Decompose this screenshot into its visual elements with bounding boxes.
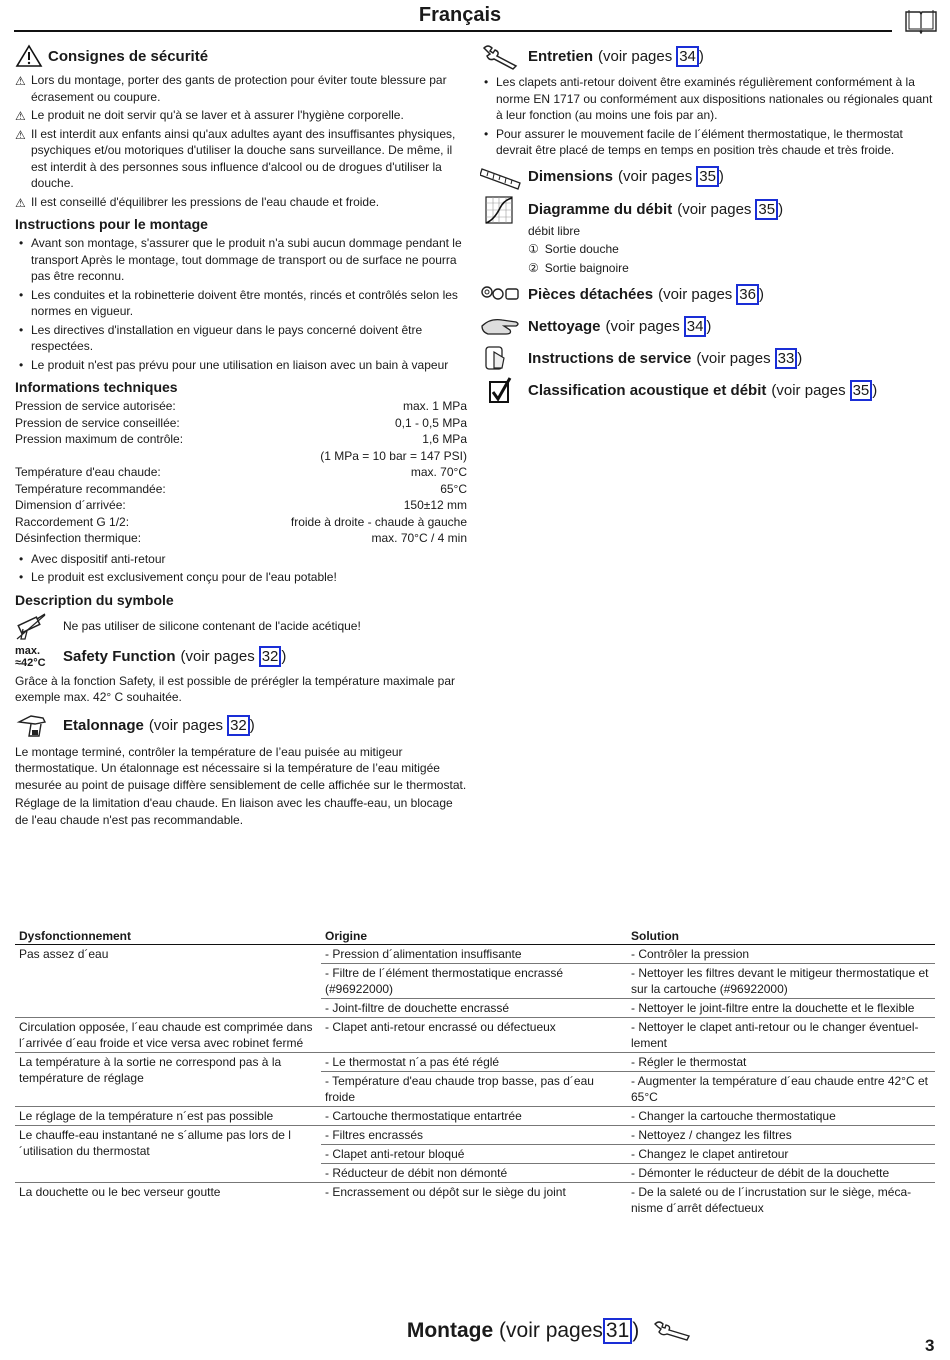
list-item: • Pour assurer le mouvement facile de l´élément thermostatique, le thermostat devrait être placé de temps en temps en position très chaude et très froide. <box>480 126 935 159</box>
tech-row: Pression de service conseillée: 0,1 - 0,5 MPa <box>15 415 467 430</box>
tech-row: Température d'eau chaude: max. 70°C <box>15 465 467 479</box>
page-ref-link[interactable]: 31 <box>603 1318 632 1344</box>
page-ref-link[interactable]: 36 <box>736 284 759 305</box>
symbol-text: Ne pas utiliser de silicone contenant de l'acide acétique! <box>63 618 361 633</box>
page-ref-link[interactable]: 32 <box>259 646 282 667</box>
safety-function-heading: max. ≈42°C Safety Function (voir pages 32 ) <box>15 644 287 669</box>
tech-row: Désinfection thermique: max. 70°C / 4 min <box>15 531 467 545</box>
etalonnage-text: Réglage de la limitation d'eau chaude. En liaison avec les chauffe-eau, un blocage de l'eau chaude n'est pas recommandable. <box>15 796 453 827</box>
safety-title: Consignes de sécurité <box>48 47 209 65</box>
page-ref-link[interactable]: 32 <box>227 715 250 736</box>
ruler-icon <box>480 163 522 191</box>
acoustique-heading: Classification acoustique et débit (voir pages 35 ) <box>480 376 935 404</box>
silicone-gun-icon <box>15 611 55 641</box>
table-row: - Réducteur de débit non démonté - Démonter le réducteur de débit de la douchette <box>15 1164 935 1183</box>
table-row: La douchette ou le bec verseur goutte - Encrassement ou dépôt sur le siège du joint - De la saleté ou de l´incrustation sur le siège, méca-nisme d´arrêt défectueux <box>15 1183 935 1218</box>
tech-bullets <box>15 551 467 586</box>
safety-item: ⚠ Lors du montage, porter des gants de protection pour éviter toute blessure par écrasement ou coupure. <box>15 73 447 104</box>
table-row: - Température d'eau chaude trop basse, pas d´eau froide - Augmenter la température d´eau chaude entre 42°C et 65°C <box>15 1072 935 1107</box>
col-header: Solution <box>627 928 935 945</box>
table-row: Pas assez d´eau - Pression d´alimentation insuffisante - Contrôler la pression <box>19 947 750 961</box>
tech-row: (1 MPa = 10 bar = 147 PSI) <box>320 448 467 463</box>
service-hand-icon <box>480 344 522 372</box>
right-column <box>480 38 935 408</box>
warning-small-icon: ⚠ <box>15 195 26 210</box>
table-row: Le chauffe-eau instantané ne s´allume pas lors de l´utilisation du thermostat - Filtres encrassés - Nettoyez / changez les filtres <box>15 1126 935 1145</box>
list-item: • Avec dispositif anti-retour <box>15 551 467 568</box>
warning-small-icon: ⚠ <box>15 74 26 88</box>
list-item: • Avant son montage, s'assurer que le produit n'a subi aucun dommage pendant le transport Après le montage, tout dommage de transport ou de surface ne pourra pas être reconnu. <box>15 235 467 285</box>
etalonnage-heading: Etalonnage (voir pages 32 ) <box>15 712 467 740</box>
calibration-hand-icon <box>15 712 57 740</box>
table-row: - Filtre de l´élément thermostatique encrassé (#96922000) - Nettoyer les filtres devant le mitigeur thermostatique et sur la cartouche (#96922000) <box>15 964 935 999</box>
max-temp-icon: max. ≈42°C <box>15 644 46 669</box>
tech-row: Pression de service autorisée: max. 1 MPa <box>15 399 467 413</box>
table-row: Le réglage de la température n´est pas possible - Cartouche thermostatique entartrée - Changer la cartouche thermostatique <box>15 1107 935 1126</box>
checkbox-icon <box>480 376 522 404</box>
col-header: Dysfonctionnement <box>15 928 321 945</box>
safety-item: ⚠ Il est conseillé d'équilibrer les pressions de l'eau chaude et froide. <box>15 194 380 210</box>
troubleshooting-table <box>15 928 935 1217</box>
left-column <box>15 44 467 830</box>
symbol-heading: Description du symbole <box>15 591 174 608</box>
tech-heading: Informations techniques <box>15 379 178 395</box>
wrench-icon <box>480 42 522 70</box>
list-item: ② Sortie baignoire <box>528 260 629 275</box>
list-item: • Les conduites et la robinetterie doivent être montés, rincés et contrôlés selon les normes en vigueur. <box>15 287 467 320</box>
page-ref-link[interactable]: 35 <box>696 166 719 187</box>
safety-function-text: Grâce à la fonction Safety, il est possible de prérégler la température maximale par exemple max. 42° C souhaitée. <box>15 673 455 704</box>
diagramme-sub: débit libre <box>528 223 581 238</box>
montage-heading: Instructions pour le montage <box>15 216 208 232</box>
list-item: • Le produit est exclusivement conçu pour de l'eau potable! <box>15 569 467 586</box>
safety-item: ⚠ Il est interdit aux enfants ainsi qu'aux adultes ayant des insuffisantes physiques, psychiques et/ou motoriques d'utiliser la douche sans surveillance. De même, il est interdit à des personnes sous influence d'alcool ou de drogues d'utiliser la douche. <box>15 126 456 190</box>
wrench-icon <box>653 1320 693 1342</box>
entretien-heading: Entretien (voir pages 34 ) <box>480 42 935 70</box>
table-row: - Clapet anti-retour bloqué - Changez le clapet antiretour <box>15 1145 935 1164</box>
tech-row: Dimension d´arrivée: 150±12 mm <box>15 498 467 512</box>
diagramme-details <box>480 223 935 277</box>
warning-small-icon: ⚠ <box>15 109 26 123</box>
list-item: • Le produit n'est pas prévu pour une utilisation en liaison avec un bain à vapeur <box>15 357 467 374</box>
etalonnage-text: Le montage terminé, contrôler la température de l’eau puisée au mitigeur thermostatique. Un étalonnage est nécessaire si la température de l’eau mitigée mesurée au point de puisage diffère sensiblement de celle affichée sur le thermostat. <box>15 744 467 792</box>
warning-icon <box>15 44 43 68</box>
header-rule <box>14 30 892 32</box>
montage-list <box>15 235 467 373</box>
table-row: La température à la sortie ne correspond pas à la température de réglage - Le thermostat n´a pas été réglé - Régler le thermostat <box>15 1053 935 1072</box>
nettoyage-heading: Nettoyage (voir pages 34 ) <box>480 312 935 340</box>
entretien-list <box>480 74 935 159</box>
col-header: Origine <box>321 928 627 945</box>
tech-row: Raccordement G 1/2: froide à droite - chaude à gauche <box>15 514 467 529</box>
table-header-row <box>15 928 935 945</box>
table-row: - Joint-filtre de douchette encrassé - Nettoyer le joint-filtre entre la douchette et le flexible <box>15 999 935 1018</box>
tech-row: Température recommandée: 65°C <box>15 481 467 496</box>
spare-parts-icon <box>480 280 522 308</box>
page-title: Français <box>418 4 502 26</box>
list-item: ① Sortie douche <box>528 242 619 256</box>
list-item: • Les directives d'installation en vigueur dans le pays concerné doivent être respectées. <box>15 322 467 355</box>
service-heading: Instructions de service (voir pages 33 ) <box>480 344 935 372</box>
symbol-row <box>15 611 467 641</box>
page-ref-link[interactable]: 35 <box>755 199 778 220</box>
page-ref-link[interactable]: 35 <box>850 380 873 401</box>
dimensions-heading: Dimensions (voir pages 35 ) <box>480 163 935 191</box>
page-ref-link[interactable]: 34 <box>684 316 707 337</box>
table-row: Circulation opposée, l´eau chaude est comprimée dans l´arrivée d´eau froide et vice versa avec robinet fermé - Clapet anti-retour encrassé ou défectueux - Nettoyer le clapet anti-retour ou le changer éventuel-lement <box>15 1018 935 1053</box>
safety-item: ⚠ Le produit ne doit servir qu'à se laver et à assurer l'hygiène corporelle. <box>15 108 404 123</box>
flow-chart-icon <box>480 195 522 225</box>
diagramme-heading: Diagramme du débit (voir pages 35 ) <box>480 195 935 225</box>
page-ref-link[interactable]: 33 <box>775 348 798 369</box>
tech-row: Pression maximum de contrôle: 1,6 MPa <box>15 432 467 446</box>
footer-montage: Montage (voir pages 31 ) <box>300 1318 800 1344</box>
page-ref-link[interactable]: 34 <box>676 46 699 67</box>
warning-small-icon: ⚠ <box>15 127 26 142</box>
safety-heading <box>15 44 467 68</box>
tech-table <box>15 398 467 547</box>
page-number: 3 <box>925 1336 935 1355</box>
cleaning-hand-icon <box>480 312 522 340</box>
pieces-heading: Pièces détachées (voir pages 36 ) <box>480 280 935 308</box>
book-icon <box>904 8 938 34</box>
list-item: • Les clapets anti-retour doivent être examinés régulièrement conformément à la norme EN 1717 ou conformément aux dispositions nationales ou régionales quant à leur fonction (au moins une fois par an). <box>480 74 935 124</box>
